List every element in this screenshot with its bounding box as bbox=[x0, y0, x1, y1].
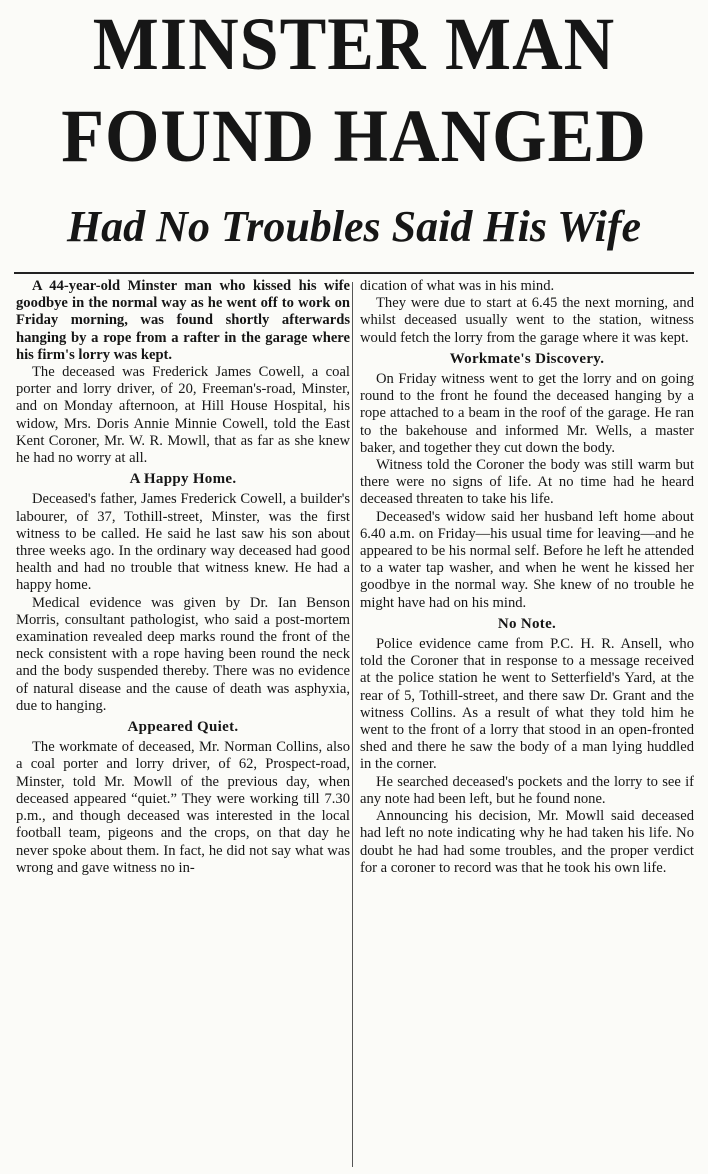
right-column bbox=[360, 278, 694, 1168]
paragraph: Deceased's widow said her husband left home about 6.40 a.m. on Friday—his usual time for leaving—and he appeared to be his normal self. Before he left he attended to a water tap washer, and when he went he kissed her goodbye in the normal way. She knew of no trouble he might have had on his mind. bbox=[360, 508, 694, 611]
paragraph: The workmate of deceased, Mr. Norman Collins, also a coal porter and lorry driver, of 62, Prospect-road, Minster, told Mr. Mowll of the previous day, when deceased appeared “quiet.” They were working till 7.30 p.m., and though deceased was interested in the local football team, pigeons and the crops, on that day he never spoke about them. In fact, he did not say what was wrong and gave witness no in- bbox=[16, 739, 350, 876]
paragraph: They were due to start at 6.45 the next morning, and whilst deceased usually went to the station, witness would fetch the lorry from the garage where it was kept. bbox=[360, 295, 694, 346]
subheadline: Had No Troubles Said His Wife bbox=[66, 202, 642, 251]
paragraph: dication of what was in his mind. bbox=[360, 278, 555, 294]
headline-rule bbox=[14, 272, 694, 274]
paragraph: On Friday witness went to get the lorry and on going round to the front he found the deceased hanging by a rope attached to a beam in the roof of the garage. He ran to the bakehouse and informed Mr. Wells, a master baker, and together they cut down the body. bbox=[360, 371, 694, 456]
column-divider bbox=[352, 282, 353, 1167]
paragraph: Medical evidence was given by Dr. Ian Benson Morris, consultant pathologist, who said a post-mortem examination revealed deep marks round the front of the neck consistent with a rope having been round the neck and the body suspended thereby. There was no evidence of natural disease and the cause of death was asphyxia, due to hanging. bbox=[16, 594, 350, 714]
section-heading: No Note. bbox=[497, 615, 557, 632]
paragraph: Announcing his decision, Mr. Mowll said deceased had left no note indicating why he had taken his life. No doubt he had had some troubles, and the proper verdict for a coroner to record was that he took his own life. bbox=[360, 808, 694, 876]
paragraph: Deceased's father, James Frederick Cowell, a builder's labourer, of 37, Tothill-street, Minster, was the first witness to be called. He said he last saw his son about three weeks ago. In the ordinary way deceased had good health and had no trouble that witness knew. He had a happy home. bbox=[16, 491, 350, 594]
left-column bbox=[16, 278, 350, 1168]
lead-paragraph: A 44-year-old Minster man who kissed his wife goodbye in the normal way as he went off to work on Friday morning, was found shortly afterwards hanging by a rope from a rafter in the garage where his firm's lorry was kept. bbox=[16, 278, 350, 363]
section-heading: A Happy Home. bbox=[129, 471, 237, 488]
paragraph: He searched deceased's pockets and the lorry to see if any note had been left, but he found none. bbox=[360, 773, 694, 807]
headline-line-2: FOUND HANGED bbox=[61, 94, 647, 179]
paragraph: The deceased was Frederick James Cowell, a coal porter and lorry driver, of 20, Freeman's-road, Minster, and on Monday afternoon, at Hill House Hospital, his widow, Mrs. Doris Annie Minnie Cowell, told the East Kent Coroner, Mr. W. R. Mowll, that as far as she knew he had no worry at all. bbox=[16, 364, 350, 467]
headline-line-1: MINSTER MAN bbox=[92, 2, 616, 87]
section-heading: Workmate's Discovery. bbox=[449, 350, 605, 367]
paragraph: Witness told the Coroner the body was still warm but there were no signs of life. At no time had he heard deceased threaten to take his life. bbox=[360, 457, 694, 508]
paragraph: Police evidence came from P.C. H. R. Ansell, who told the Coroner that in response to a message received at the police station he went to Setterfield's Yard, at the rear of 5, Tothill-street, and there saw Dr. Grant and the witness Collins. As a result of what they told him he went to the front of a lorry that stood in an open-fronted shed and there he saw the body of a man lying huddled in the corner. bbox=[360, 636, 694, 773]
section-heading: Appeared Quiet. bbox=[127, 719, 239, 736]
